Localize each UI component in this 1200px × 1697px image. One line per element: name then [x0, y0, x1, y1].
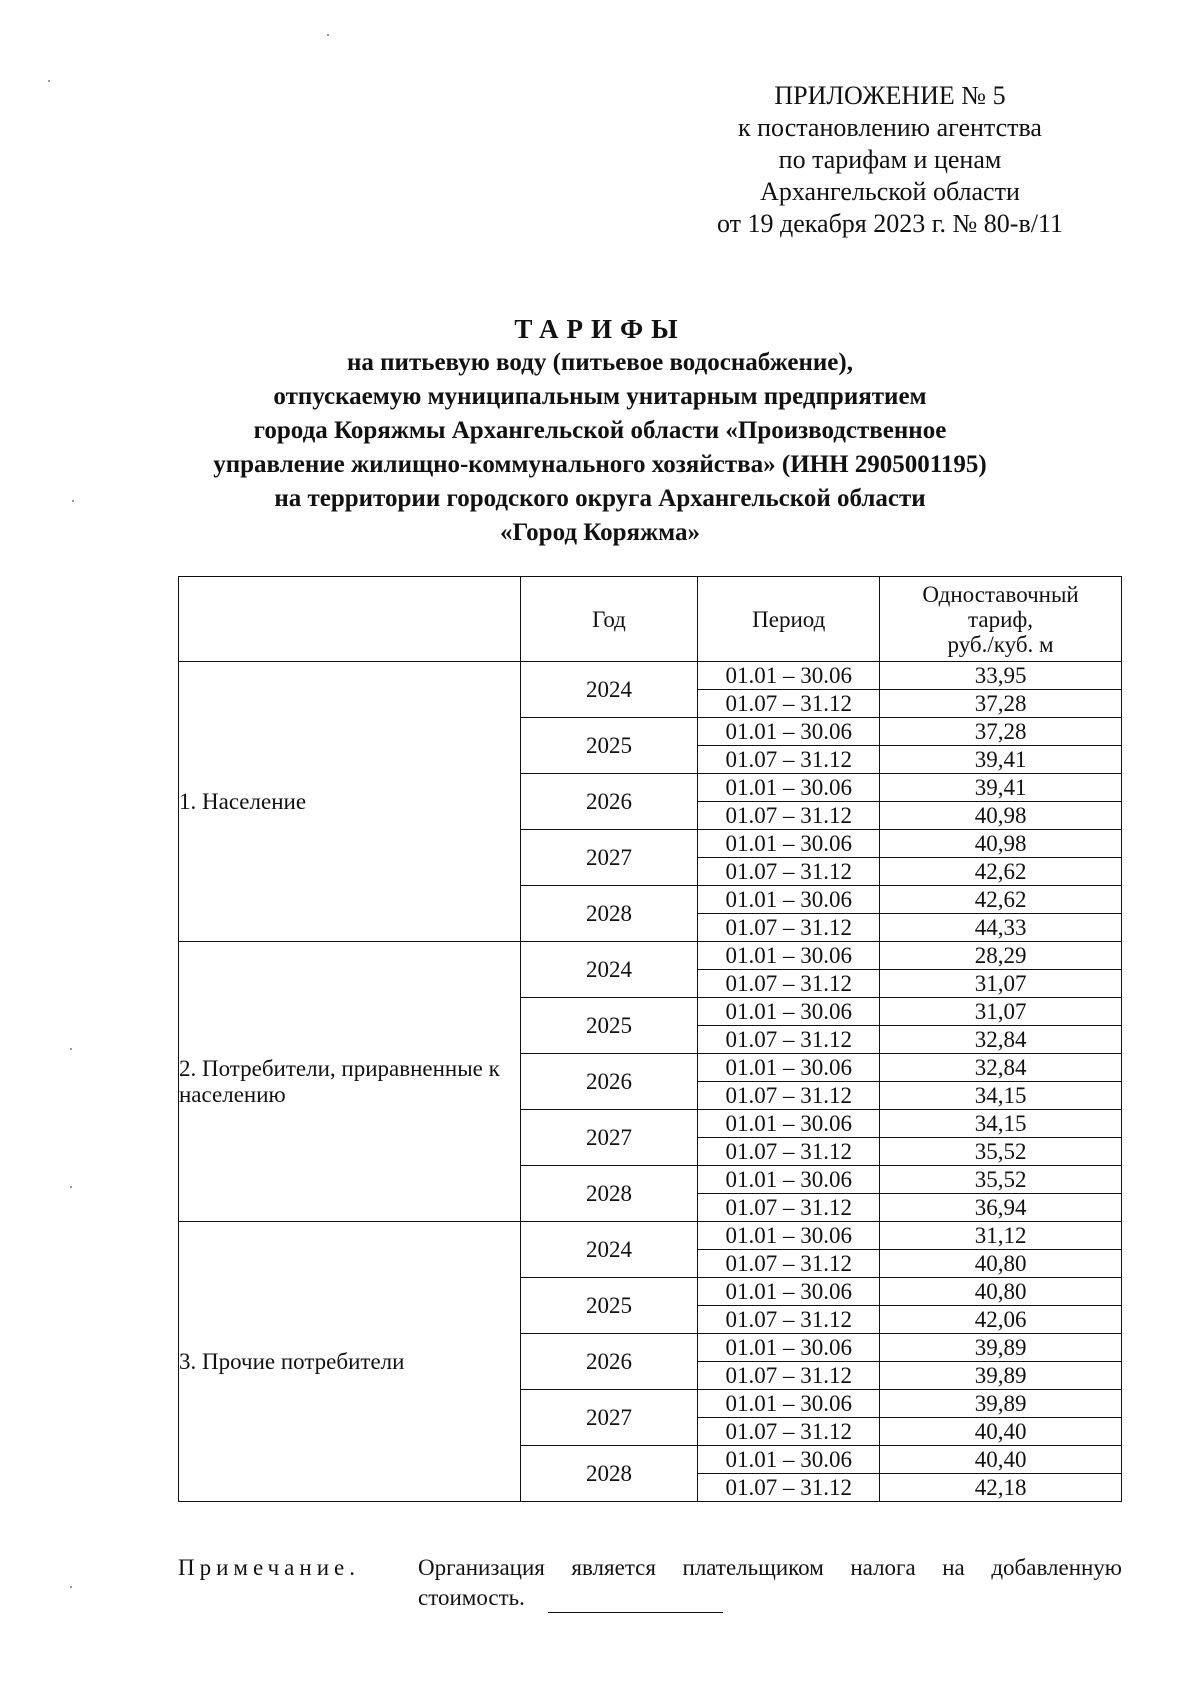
tariff-cell: 35,52 [880, 1138, 1122, 1166]
scan-speck [70, 1186, 72, 1188]
period-cell: 01.07 – 31.12 [698, 1362, 880, 1390]
period-cell: 01.01 – 30.06 [698, 1446, 880, 1474]
year-cell: 2027 [520, 1110, 698, 1166]
title-line: на территории городского округа Архангельской области [274, 485, 926, 512]
header-category [179, 577, 521, 662]
title-main: ТАРИФЫ [514, 314, 686, 344]
year-cell: 2025 [520, 1278, 698, 1334]
year-cell: 2028 [520, 1166, 698, 1222]
tariff-cell: 42,62 [880, 858, 1122, 886]
tariff-cell: 31,12 [880, 1222, 1122, 1250]
appendix-line: по тарифам и ценам [778, 145, 1002, 174]
period-cell: 01.07 – 31.12 [698, 746, 880, 774]
tariff-cell: 42,18 [880, 1474, 1122, 1502]
period-cell: 01.01 – 30.06 [698, 1390, 880, 1418]
title-line: на питьевую воду (питьевое водоснабжение), [347, 349, 853, 376]
year-cell: 2027 [520, 830, 698, 886]
year-cell: 2024 [520, 942, 698, 998]
tariff-cell: 44,33 [880, 914, 1122, 942]
year-cell: 2028 [520, 886, 698, 942]
period-cell: 01.01 – 30.06 [698, 1334, 880, 1362]
note-label: Примечание. [178, 1555, 360, 1580]
tariff-cell: 37,28 [880, 718, 1122, 746]
period-cell: 01.01 – 30.06 [698, 942, 880, 970]
tariff-cell: 42,62 [880, 886, 1122, 914]
table-row [179, 942, 1122, 970]
period-cell: 01.07 – 31.12 [698, 914, 880, 942]
appendix-date-number: от 19 декабря 2023 г. № 80-в/11 [717, 209, 1063, 238]
year-cell: 2025 [520, 718, 698, 774]
period-cell: 01.01 – 30.06 [698, 830, 880, 858]
table-header-row [179, 577, 1122, 662]
tariff-cell: 33,95 [880, 662, 1122, 690]
tariff-cell: 39,89 [880, 1362, 1122, 1390]
table-row [179, 1222, 1122, 1250]
note-text: Организация является плательщиком налога на добавленную стоимость. [418, 1555, 1122, 1610]
year-cell: 2026 [520, 1054, 698, 1110]
period-cell: 01.01 – 30.06 [698, 1110, 880, 1138]
year-cell: 2024 [520, 1222, 698, 1278]
tariff-cell: 40,40 [880, 1446, 1122, 1474]
tariff-cell: 36,94 [880, 1194, 1122, 1222]
period-cell: 01.01 – 30.06 [698, 1054, 880, 1082]
period-cell: 01.01 – 30.06 [698, 1166, 880, 1194]
tariff-cell: 39,41 [880, 746, 1122, 774]
period-cell: 01.01 – 30.06 [698, 998, 880, 1026]
period-cell: 01.07 – 31.12 [698, 690, 880, 718]
title-line: города Коряжмы Архангельской области «Производственное [253, 417, 947, 444]
header-year: Год [520, 577, 698, 662]
tariff-table [178, 576, 1122, 1502]
period-cell: 01.07 – 31.12 [698, 858, 880, 886]
tariff-cell: 35,52 [880, 1166, 1122, 1194]
period-cell: 01.07 – 31.12 [698, 1194, 880, 1222]
category-cell: 1. Население [179, 662, 521, 942]
table-body [179, 662, 1122, 1502]
tariff-cell: 40,98 [880, 802, 1122, 830]
year-cell: 2028 [520, 1446, 698, 1502]
tariff-cell: 34,15 [880, 1110, 1122, 1138]
scan-speck [70, 1048, 72, 1050]
period-cell: 01.01 – 30.06 [698, 718, 880, 746]
tariff-cell: 39,89 [880, 1334, 1122, 1362]
tariff-cell: 32,84 [880, 1054, 1122, 1082]
period-cell: 01.07 – 31.12 [698, 1418, 880, 1446]
period-cell: 01.01 – 30.06 [698, 886, 880, 914]
year-cell: 2026 [520, 1334, 698, 1390]
year-cell: 2026 [520, 774, 698, 830]
title-line: управление жилищно-коммунального хозяйства» (ИНН 2905001195) [213, 451, 987, 478]
tariff-cell: 39,41 [880, 774, 1122, 802]
scan-speck [327, 34, 329, 36]
scan-speck [72, 500, 74, 502]
appendix-title: ПРИЛОЖЕНИЕ № 5 [774, 81, 1006, 110]
tariff-cell: 42,06 [880, 1306, 1122, 1334]
period-cell: 01.07 – 31.12 [698, 1474, 880, 1502]
header-tariff-line: Одноставочный [922, 581, 1079, 607]
period-cell: 01.07 – 31.12 [698, 1250, 880, 1278]
note [178, 1553, 1122, 1613]
category-cell: 2. Потребители, приравненные к населению [179, 942, 521, 1222]
header-tariff-line: тариф, [968, 606, 1034, 632]
scan-speck [48, 80, 50, 82]
header-tariff [880, 577, 1122, 662]
tariff-cell: 28,29 [880, 942, 1122, 970]
year-cell: 2024 [520, 662, 698, 718]
end-divider [548, 1612, 723, 1613]
tariff-cell: 40,98 [880, 830, 1122, 858]
period-cell: 01.01 – 30.06 [698, 774, 880, 802]
period-cell: 01.01 – 30.06 [698, 662, 880, 690]
period-cell: 01.07 – 31.12 [698, 1306, 880, 1334]
header-tariff-line: руб./куб. м [947, 631, 1054, 657]
document-title [150, 312, 1050, 550]
period-cell: 01.01 – 30.06 [698, 1278, 880, 1306]
period-cell: 01.07 – 31.12 [698, 970, 880, 998]
scan-speck [70, 1586, 72, 1588]
category-cell: 3. Прочие потребители [179, 1222, 521, 1502]
appendix-line: к постановлению агентства [738, 113, 1042, 142]
tariff-cell: 31,07 [880, 998, 1122, 1026]
tariff-cell: 40,80 [880, 1250, 1122, 1278]
period-cell: 01.07 – 31.12 [698, 1082, 880, 1110]
tariff-cell: 37,28 [880, 690, 1122, 718]
table-row [179, 662, 1122, 690]
tariff-cell: 40,40 [880, 1418, 1122, 1446]
period-cell: 01.07 – 31.12 [698, 802, 880, 830]
tariff-cell: 34,15 [880, 1082, 1122, 1110]
appendix-line: Архангельской области [760, 177, 1020, 206]
title-line: «Город Коряжма» [499, 519, 701, 546]
year-cell: 2025 [520, 998, 698, 1054]
tariff-cell: 32,84 [880, 1026, 1122, 1054]
period-cell: 01.07 – 31.12 [698, 1026, 880, 1054]
year-cell: 2027 [520, 1390, 698, 1446]
header-period: Период [698, 577, 880, 662]
appendix-header [660, 80, 1120, 240]
tariff-cell: 39,89 [880, 1390, 1122, 1418]
period-cell: 01.01 – 30.06 [698, 1222, 880, 1250]
period-cell: 01.07 – 31.12 [698, 1138, 880, 1166]
tariff-cell: 31,07 [880, 970, 1122, 998]
tariff-cell: 40,80 [880, 1278, 1122, 1306]
title-line: отпускаемую муниципальным унитарным предприятием [273, 383, 927, 410]
